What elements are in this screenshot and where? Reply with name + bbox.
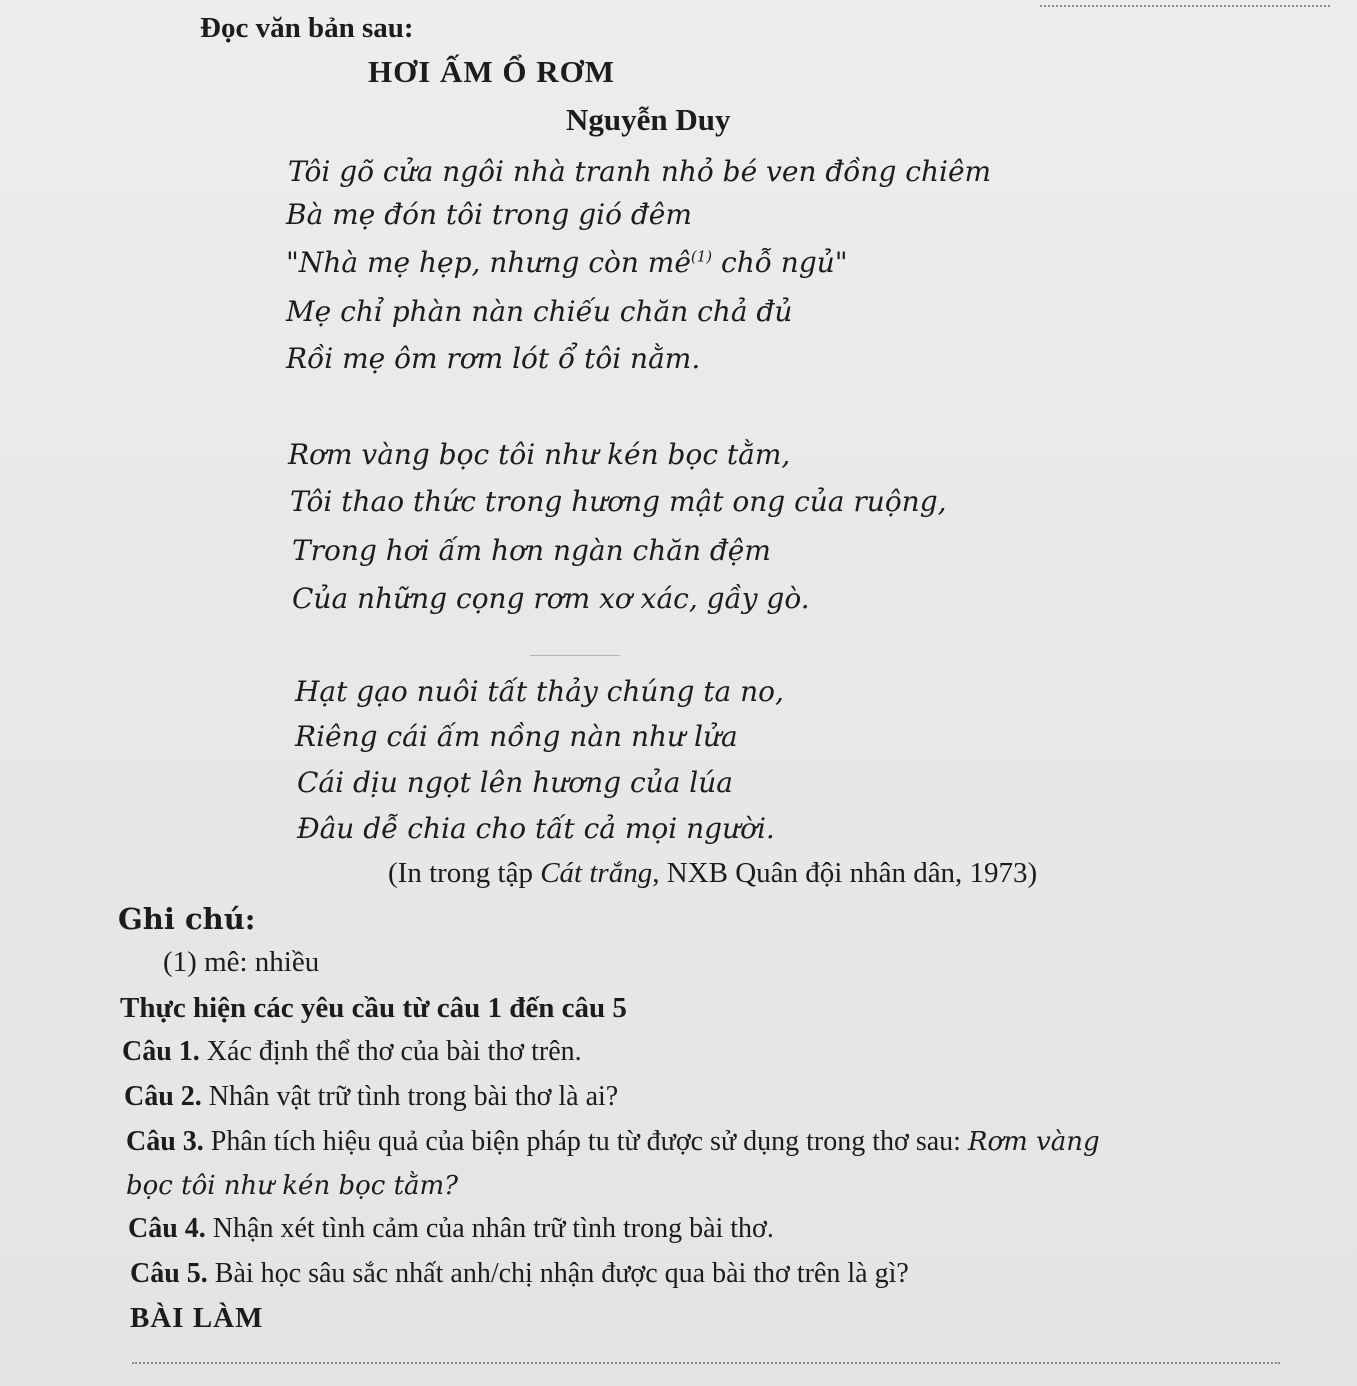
question-4: [128, 1213, 774, 1245]
poem-source: [388, 857, 1037, 890]
poem-line: Rồi mẹ ôm rơm lót ổ tôi nằm.: [286, 342, 701, 375]
poem-line: Trong hơi ấm hơn ngàn chăn đệm: [292, 534, 771, 567]
question-label: Câu 1.: [122, 1036, 200, 1067]
poem-line: Hạt gạo nuôi tất thảy chúng ta no,: [295, 675, 784, 708]
poem-line: Cái dịu ngọt lên hương của lúa: [297, 766, 733, 799]
poem-title: HƠI ẤM Ổ RƠM: [368, 54, 616, 89]
question-label: Câu 2.: [124, 1081, 202, 1112]
question-text: Bài học sâu sắc nhất anh/chị nhận được qua bài thơ trên là gì?: [207, 1258, 909, 1289]
footnote-marker: (1): [690, 247, 713, 266]
source-part: , NXB Quân đội nhân dân, 1973): [652, 857, 1038, 889]
poem-line: Tôi thao thức trong hương mật ong của ruộng,: [290, 485, 947, 518]
question-label: Câu 3.: [126, 1126, 204, 1157]
poem-line-part: "Nhà mẹ hẹp, nhưng còn mê: [286, 246, 691, 279]
poem-author: Nguyễn Duy: [566, 102, 731, 137]
poem-line: Của những cọng rơm xơ xác, gầy gò.: [292, 582, 810, 615]
poem-line-with-footnote: [286, 246, 848, 279]
question-label: Câu 4.: [128, 1213, 206, 1244]
poem-line: Rơm vàng bọc tôi như kén bọc tằm,: [288, 438, 791, 471]
question-5: [130, 1258, 909, 1290]
poem-line: Tôi gõ cửa ngôi nhà tranh nhỏ bé ven đồng chiêm: [288, 155, 992, 188]
poem-line: Riêng cái ấm nồng nàn như lửa: [295, 720, 738, 753]
question-text: Nhân vật trữ tình trong bài thơ là ai?: [201, 1081, 619, 1112]
poem-line: Mẹ chỉ phàn nàn chiếu chăn chả đủ: [286, 295, 793, 328]
poem-line-part: chỗ ngủ": [712, 246, 848, 279]
poem-line: Đâu dễ chia cho tất cả mọi người.: [297, 812, 775, 845]
footnote-item: (1) mê: nhiều: [163, 946, 320, 978]
question-3: [126, 1126, 1100, 1158]
poem-line: Bà mẹ đón tôi trong gió đêm: [286, 198, 692, 231]
question-1: [122, 1036, 582, 1068]
question-label: Câu 5.: [130, 1258, 208, 1289]
question-3-continuation: bọc tôi như kén bọc tằm?: [126, 1171, 459, 1201]
task-instruction: Thực hiện các yêu cầu từ câu 1 đến câu 5: [120, 992, 627, 1024]
question-text: Phân tích hiệu quả của biện pháp tu từ được sử dụng trong thơ sau:: [203, 1126, 968, 1157]
notes-label: Ghi chú:: [118, 902, 256, 936]
question-text: Nhận xét tình cảm của nhân trữ tình trong bài thơ.: [205, 1213, 774, 1244]
reading-heading: Đọc văn bản sau:: [200, 12, 414, 44]
quoted-verse: Rơm vàng: [967, 1127, 1100, 1157]
question-2: [124, 1081, 618, 1113]
top-dotted-rule: [1040, 5, 1330, 7]
answer-dotted-line: [132, 1362, 1280, 1364]
source-part: (In trong tập: [388, 857, 541, 889]
answer-heading: BÀI LÀM: [130, 1302, 264, 1334]
source-book-title: Cát trắng: [540, 857, 653, 889]
fold-line: [530, 655, 620, 656]
question-text: Xác định thể thơ của bài thơ trên.: [199, 1036, 582, 1067]
